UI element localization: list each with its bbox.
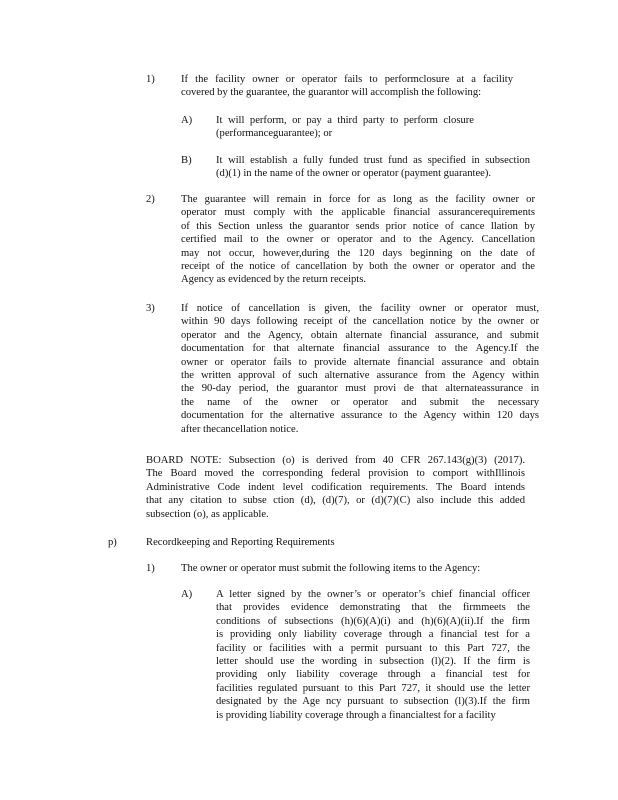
text-line: If notice of cancellation is given, the facility owner or operator must, xyxy=(181,303,539,314)
clause-label: A) xyxy=(181,115,193,126)
text-line: letter should use the wording in subsection (l)(2). If the firm is xyxy=(216,656,530,668)
text-line: The guarantee will remain in force for as long as the facility owner or xyxy=(181,194,535,205)
text-line: the name of the owner or operator and submit the necessary xyxy=(181,396,539,408)
text-line: The owner or operator must submit the following items to the Agency: xyxy=(181,563,481,574)
text-line: may not occur, however,during the 120 days beginning on the date of xyxy=(181,247,535,259)
text-line: receipt of the notice of cancellation by both the owner or operator and the xyxy=(181,261,535,273)
text-line: The Board moved the corresponding federal provision to comport withIllinois xyxy=(146,468,525,480)
text-line: It will establish a fully funded trust fund as specified in subsection xyxy=(216,155,530,166)
clause-label: 1) xyxy=(146,74,155,85)
text-line: designated by the Age ncy pursuant to subsection (l)(3).If the firm xyxy=(216,696,530,708)
clause-text xyxy=(181,73,513,100)
clause-text xyxy=(216,154,530,181)
text-line: Recordkeeping and Reporting Requirements xyxy=(146,537,335,548)
text-line: operator and the Agency, obtain alternate financial assurance, and submit xyxy=(181,329,539,341)
text-line: documentation for the alternative assurance to the Agency within 120 days xyxy=(181,410,539,422)
text-line: (performanceguarantee); or xyxy=(216,128,333,140)
text-line: operator must comply with the applicable financial assurancerequirements xyxy=(181,207,535,219)
text-line: conditions of subsections (h)(6)(A)(i) and (h)(6)(A)(ii).If the firm xyxy=(216,615,530,627)
text-line: documentation for that alternate financial assurance to the Agency.If the xyxy=(181,343,539,355)
clause-label: B) xyxy=(181,155,192,166)
text-line: the written approval of such alternative assurance from the Agency within xyxy=(181,370,539,382)
clause-label: 2) xyxy=(146,194,155,205)
text-line: the 90-day period, the guarantor must provi de that alternateassurance in xyxy=(181,383,539,395)
text-line: owner or operator fails to provide alternate financial assurance and obtain xyxy=(181,356,539,368)
clause-label: A) xyxy=(181,589,193,600)
text-line: Agency as evidenced by the return receipts. xyxy=(181,274,367,286)
clause-text xyxy=(181,193,535,287)
clause-label: 3) xyxy=(146,303,155,314)
clause-text xyxy=(146,454,525,521)
text-line: is providing liability coverage through a financialtest for a facility xyxy=(216,709,496,721)
text-line: A letter signed by the owner’s or operator’s chief financial officer xyxy=(216,589,530,600)
text-line: facility or facilities with a permit pursuant to this Part 727, the xyxy=(216,642,530,654)
clause-text xyxy=(181,302,539,436)
text-line: that provides evidence demonstrating that the firmmeets the xyxy=(216,602,530,614)
clause-text xyxy=(216,114,474,141)
text-line: It will perform, or pay a third party to perform closure xyxy=(216,115,474,126)
text-line: facilities regulated pursuant to this Part 727, it should use the letter xyxy=(216,682,530,694)
clause-text xyxy=(181,562,514,575)
clause-label: p) xyxy=(108,537,117,548)
text-line: providing only liability coverage through a financial test for xyxy=(216,669,530,681)
clause-text xyxy=(216,588,530,722)
text-line: is providing only liability coverage through a financial test for a xyxy=(216,629,530,641)
text-line: after thecancellation notice. xyxy=(181,423,299,435)
text-line: that any citation to subse ction (d), (d)(7), or (d)(7)(C) also include this added xyxy=(146,495,525,507)
text-line: of this Section unless the guarantor sends prior notice of cance llation by xyxy=(181,220,535,232)
text-line: Administrative Code indent level codification requirements. The Board intends xyxy=(146,481,525,493)
text-line: covered by the guarantee, the guarantor will accomplish the following: xyxy=(181,87,482,99)
text-line: BOARD NOTE: Subsection (o) is derived from 40 CFR 267.143(g)(3) (2017). xyxy=(146,455,525,466)
text-line: certified mail to the owner or operator and to the Agency. Cancellation xyxy=(181,234,535,246)
text-line: (d)(1) in the name of the owner or operator (payment guarantee). xyxy=(216,168,492,180)
clause-label: 1) xyxy=(146,563,155,574)
text-line: within 90 days following receipt of the cancellation notice by the owner or xyxy=(181,316,539,328)
text-line: subsection (o), as applicable. xyxy=(146,508,269,520)
text-line: If the facility owner or operator fails to performclosure at a facility xyxy=(181,74,513,85)
clause-text xyxy=(146,536,346,549)
